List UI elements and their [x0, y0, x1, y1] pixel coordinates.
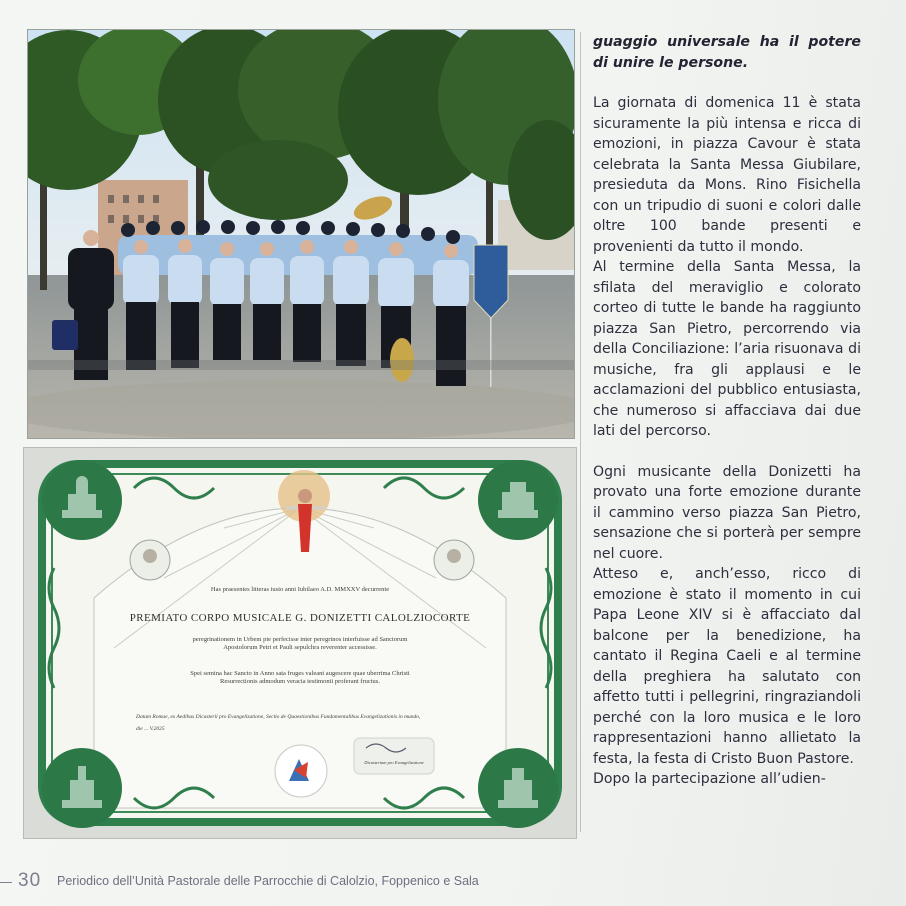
certificate-body-2: Spei semina hac Sancto in Anno sata fruges valeant augescere quae uberrima Christi Resurrectionis admodum veracia testimonii proferant fructus. [190, 670, 410, 685]
certificate-recipient: PREMIATO CORPO MUSICALE G. DONIZETTI CALOLZIOCORTE [129, 612, 471, 624]
article-lead: guaggio universale ha il potere di unire le persone. [593, 34, 861, 71]
article-paragraph: La giornata di domenica 11 è stata sicuramente la più intensa e ricca di emozioni, in piazza Cavour è stata celebrata la Santa Messa Giubilare, presieduta da Mons. Rino Fisichella con un tripudio di suoni e colori dalle oltre 100 bande presenti e provenienti da tutto il mondo. [593, 95, 861, 255]
certificate-body-1: peregrinationem in Urbem pie perfecisse inter peregrinos interfuisse ad Sanctorum Apostolorum Petri et Pauli sepulchra reverenter accessisse. [192, 636, 408, 651]
article-paragraph: Al termine della Santa Messa, la sfilata del meraviglio e colorato corteo di tutte le bande ha raggiunto piazza San Pietro, percorrendo via della Conciliazione: l’aria risuonava di musiche, fra gli applausi e le acclamazioni del pubblico entusiasta, che numeroso si affacciava dai due lati del percorso. [593, 259, 861, 439]
footer-dash [0, 882, 12, 883]
certificate-signature-caption: Dicasterium pro Evangelizatione [364, 760, 424, 765]
band-group-photo [27, 29, 575, 439]
article-column [593, 32, 861, 790]
article-paragraph: Ogni musicante della Donizetti ha provato una forte emozione durante il cammino verso piazza San Pietro, sensazione che si porterà per sempre nel cuore. [593, 463, 861, 562]
certificate-intro: Has praesentes litteras iusto anni Iubilaeo A.D. MMXXV decurrente [210, 586, 390, 593]
article-paragraph: Dopo la partecipazione all’udien- [593, 771, 826, 787]
page-footer [0, 870, 906, 894]
page-number: 30 [18, 870, 42, 891]
publication-title: Periodico dell’Unità Pastorale delle Parrocchie di Calolzio, Foppenico e Sala [57, 874, 479, 888]
article-paragraph: Atteso e, anch’esso, ricco di emozione è stato il momento in cui Papa Leone XIV si è affacciato dal balcone per la benedizione, ha cantato il Regina Caeli e al termine della preghiera ha salutato con affetto tutti i pellegrini, ringraziandoli perché con la loro musica e le loro rappresentazioni hanno allietato la festa, la festa di Cristo Buon Pastore. [593, 566, 861, 767]
jubilee-certificate [23, 447, 577, 839]
column-divider [580, 32, 581, 832]
certificate-date: die ... V.2025 [136, 726, 165, 732]
certificate-footer-line: Datum Romae, ex Aedibus Dicasterii pro Evangelizatione, Sectio de Quaestionibus Fundamentalibus Evangelizationis in mundo, [136, 714, 421, 720]
